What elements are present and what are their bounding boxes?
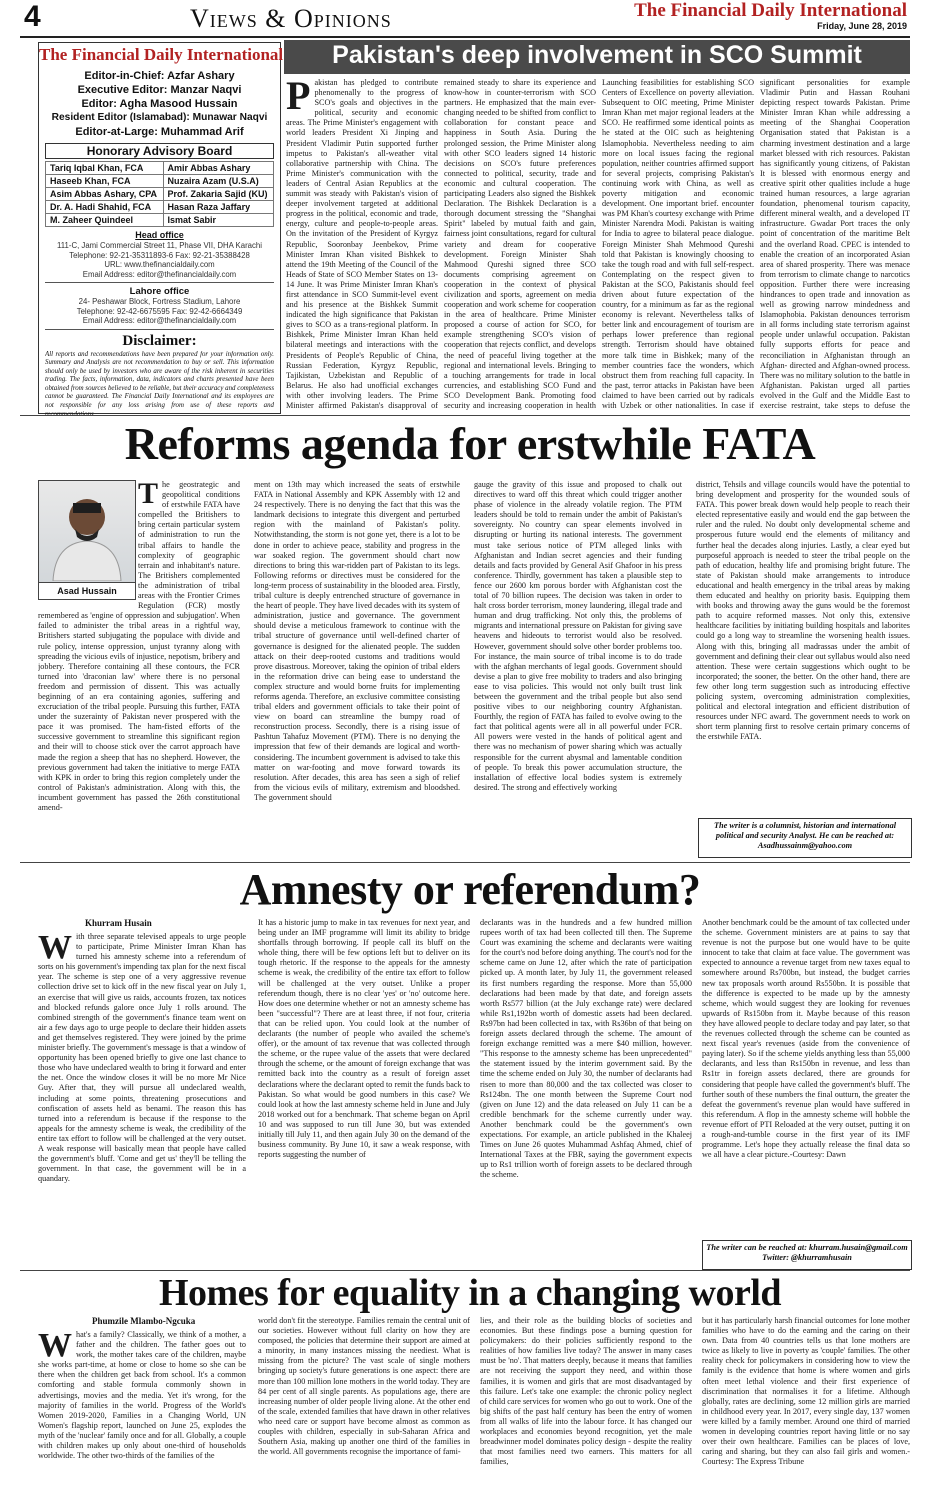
article3-author: Phumzile Mlambo-Ngcuka: [92, 1316, 196, 1326]
editorial-para: significant personalities for example Vladimir Putin and Hassan Rouhani depicting respect towards Pakistan. Prime Minister Imran Khan while addressing a meeting of the Shanghai Cooperation Organisation stated that Pakistan is a charming investment destination and a large market blessed with rich resources. Pakistan has significantly young citizens, of Pakistan It is blessed with enormous energy and creative spirit other qualities include a huge trained human resources, a large agrarian foundation, phenomenal tourism capacity, different mineral wealth, and a developed IT infrastructure. Gwadar Port traces the only point of concentration of the maritime Belt and the overland Road. CPEC is intended to enable the creation of an incorporated Asian area of shared prosperity. There was menace from terrorism to climate change to narcotics opposition. Further there were increasing hindrances to open trade and innovation as well as growing narrow mindedness and Islamophobia. Pakistan denounces terrorism in all forms including state terrorism against people under unlawful occupation. Pakistan fully supports efforts for peace and reconciliation in Afghanistan through an Afghan- directed and Afghan-owned process. There was no military solution to the battle in Afghanistan. Pakistan urged all parties evolved in the Gulf and the Middle East to exercise restraint, take steps to defuse the: [760, 78, 910, 410]
article2-headline: Amnesty or referendum?: [239, 865, 701, 914]
disclaimer-title: Disclaimer:: [122, 332, 197, 349]
article3-col-4: [702, 1316, 910, 1488]
editorial-headline-bar: [284, 40, 910, 74]
article1-para: district, Tehsils and village councils would have the potential to bring development and prosperity for the wounded souls of FATA. This power break down would help people to reach their elected representative easily and would end the gap between the ruler and the ruled. No doubt only developmental scheme and prosperous future would end the elements of militancy and further heal the decades along injuries. Lastly, a clear eyed but purposeful approach is needed to steer the tribal people on the path of education, healthy life and promising bright future. The state of Pakistan should make arrangements to introduce educational and health emergency in the tribal areas by making them educated and healthy on priority basis. Equipping them with books and throwing away the guns would be the foremost path to acquire reformed masses. Not only this, extensive healthcare facilities by initiating building hospitals and laborites could go a long way to streamline the worsening health issues. Along with this, bringing all madrassas under the ambit of government and defining their clear out syllabus would also need attention. These were certain suggestions which ought to be incorporated; the sooner, the better. On the other hand, there are few other long term suggestion such as introducing effective policing system, overcoming administration complexities, political and electoral integration and efficient distribution of resources under NFC award. The government needs to work on short term planning first to resolve certain primary concerns of the erstwhile FATA.: [696, 480, 910, 742]
article2-para: It has a historic jump to make in tax revenues for next year, and being under an IMF programme will limit its ability to bridge shortfalls through borrowing. If people call its bluff on the whole thing, there will be few options left but to deliver on its tough rhetoric. If the response to the appeals for the amnesty scheme is weak, the credibility of the entire tax effort to follow will be challenged at the very outset. Unlike a proper referendum though, there is no clear 'yes' or 'no' outcome here. How does one determine whether or not an amnesty scheme has been "successful"? There are at least three, if not four, criteria that can be relied upon. You could look at the number of declarants (the number of people who availed the scheme's offer), or the amount of tax revenue that was collected through the scheme, or the rupee value of the assets that were declared through the scheme, or the amount of foreign exchange that was remitted back into the country as a result of foreign asset declarations where the declarant opted to remit the funds back to Pakistan. So what would be good numbers in this case? We could look at how the last amnesty scheme held in June and July 2018 worked out for a benchmark. That scheme began on April 10 and was supposed to run till June 30, but was extended initially till July 11, and then again July 30 on the demand of the business community. By June 10, it saw a weak response, with reports suggesting the number of: [258, 918, 470, 1160]
lahore-office-phone: Telephone: 92-42-6675595 Fax: 92-42-6664349: [76, 306, 243, 316]
advisor: Dr. A. Hadi Shahid, FCA: [46, 201, 164, 214]
divider: [45, 329, 274, 330]
page-header: [0, 0, 945, 36]
article1-col-4: [696, 480, 910, 812]
article1-col-3: [474, 480, 682, 900]
divider: [20, 415, 910, 416]
masthead-title: The Financial Daily International: [39, 45, 284, 64]
header-rule: [20, 36, 910, 38]
editorial-para: remained steady to share its experience and know-how in counter-terrorism with SCO partners. He emphasized that the main ever-changing needed to be shifted from conflict to collaboration for constant peace and happiness in South Asia. During the prolonged session, the Prime Minister along with other SCO leaders signed 14 historic decisions on SCO's future preferences connected to political, security, trade and economic and cultural cooperation. The participating Leaders also signed the Bishkek Declaration. The Bishkek Declaration is a thorough document stressing the "Shanghai Spirit" labeled by mutual faith and gain, fairness joint consultations, regard for cultural variety and dream for cooperative development. Foreign Minister Shah Mahmood Qureshi signed three SCO documents comprising agreement on cooperation in the context of physical civilization and sports, agreement on media cooperation and work scheme for cooperation in the area of healthcare. Prime Minister proposed a course of action for SCO, for example strengthening SCO's vision of cooperation that rejects conflict, and develops the need of peaceful living together at the regional and international levels. Bringing to a touching arrangements for trade in local currencies, and establishing SCO Fund and SCO Development Bank. Promoting food security and increasing cooperation in health: [444, 78, 596, 410]
editorial-col-3: [602, 78, 754, 411]
staff-resident-editor: Resident Editor (Islamabad): Munawar Naqvi: [51, 112, 268, 123]
article2-para: Another benchmark could be the amount of tax collected under the scheme. Government ministers are at pains to say that revenue is not the purpose but one would have to be quite innocent to take that claim at face value. The government was expected to announce a revenue target from new taxes equal to somewhere around Rs700bn, but instead, the budget carries new tax proposals worth around Rs550bn. It is possible that the difference is expected to be made up by the amnesty scheme, which would suggest they are looking for revenues upwards of Rs150bn from it. Maybe because of this reason they have allowed people to declare today and pay later, so that the revenues collected through the scheme can be counted as next fiscal year's revenues (aside from the convenience of paying later). So if the scheme yields anything less than 55,000 declarants, and less than Rs150bn in revenue, and less than Rs1tr in foreign assets declared, there are grounds for considering that people have called the government's bluff. The further south of these numbers the final outturn, the greater the defeat the government's revenue plan would have suffered in this referendum. A flop in the amnesty scheme will hobble the revenue effort of PTI Reloaded at the very outset, putting it on a rough-and-tumble course in the first year of its IMF programme. Let's hope they actually release the final data so we all have a clear picture.-Courtesy: Dawn: [702, 918, 910, 1160]
article1-writer-note: The writer is a columnist, historian and international political and security Analyst. He can be reached at: Asadhussainm@yahoo.com: [698, 818, 912, 858]
article1-para: gauge the gravity of this issue and proposed to chalk out directives to ward off this threat which could trigger another phase of violence in the already volatile region. The PTM leaders should be told to remain under the ambit of Pakistan's sovereignty. No country can spear elements involved in disrupting or hurting its national interests. The government must take serious notice of PTM alleged links with Afghanistan and Indian secret agencies and their funding details and facts provided by General Asif Ghafoor in his press conference. Thirdly, government has taken a plausible step to fence our 2600 km porous border with Afghanistan cost the total of 70 billion rupees. The decision was taken in order to halt cross border terrorism, money laundering, illegal trade and human and drug trafficking. Not only this, the problems of migrants and international pressure on Pakistan for giving save heavens and hideouts to terrorist would also be resolved. However, government should solve other border problems too. For instance, the main source of tribal income is to do trade with the afghan merchants of legal goods. Government should devise a plan to give free mobility to traders and also bringing ease to visa policies. This would not only built trust link between the government and the tribal people but also send positive vibes to our neighboring country Afghanistan. Fourthly, the region of FATA has failed to evolve owing to the fact that political agents were all in all powerful under FCR. All powers were vested in the hands of political agent and there was no mechanism of power sharing which was actually responsible for the current abysmal and lamentable condition of people. To break this power accumulation structure, the installation of effective local bodies system is extremely desired. The strong and effectively working: [474, 480, 682, 792]
drop-cap: T: [138, 480, 159, 510]
article2-col-4: [702, 918, 910, 1238]
photo-spacer: [38, 480, 138, 602]
drop-cap: P: [286, 78, 311, 118]
head-office-address: 111-C, Jami Commercial Street 11, Phase VII, DHA Karachi: [57, 241, 262, 250]
head-office-label: Head office: [135, 230, 184, 240]
advisor: Amir Abbas Ashary: [163, 162, 273, 175]
article1-text: he geostrategic and geopolitical conditions of erstwhile FATA have compelled the Britishers to bring certain particular system of administration to run the tribal affairs to handle the complexity of geographic terrain and inhabitant's nature. The Britishers complemented the administration of tribal areas with the Frontier Crimes Regulation (FCR) mostly remembered as 'engine of oppression and subjugation'. When failed to administer the tribal areas in a rightful way, Britishers started subjugating the populace with divide and rule policy, intense oppression, unjust tyranny along with spreading the vicious evils of injustice, nepotism, bribery and jobbery. Therefore containing all these contours, the FCR turned into 'draconian law' where there is no personal freedom and permission of dissent. This was actually beginning of an era containing agonies, suffering and excruciation of the tribal people. Pursuing this further, FATA under the suzerainty of Pakistan never prospered with the pace it was promised. The ham-fisted efforts of the successive government to streamline this significant region and their will to choose stick over the carrot approach have made the region a sheep that has no shepherd. However, the previous government had taken the initiative to merge FATA with KPK in order to bring this region completely under the control of Pakistan's administration. Along with this, the incumbent government has passed the 26th constitutional amend-: [38, 480, 240, 812]
drop-cap: W: [38, 932, 72, 966]
disclaimer-text: All reports and recommendations have been prepared for your information only. Summary and Analysis are not recommendation to buy or sell. This information should only be used by investors who are aware of the risk inherent in securities trading. The facts, information, data, indicators and charts presented have been obtained from sources believed to be reliable, but their accuracy and completeness cannot be guaranteed. The Financial Daily International and its employees are not responsible for any loss arising from use of these reports and: [45, 350, 274, 410]
head-office-email: Email Address: editor@thefinancialdaily.com: [82, 269, 237, 279]
article3-para: but it has particularly harsh financial outcomes for lone mother families who have to do the earning and the caring on their own. Data from 40 countries tells us that lone mothers are twice as likely to live in poverty as 'couple' families. The other reality check for policymakers in considering how to view the family is the evidence that home is where women and girls often meet lethal violence and their first experience of discrimination that normalises it for a lifetime. Although globally, rates are declining, some 12 million girls are married in childhood every year. In 2017, every single day, 137 women were killed by a family member. Around one third of married women in developing countries report having little or no say over their own healthcare. Families can be places of love, caring and sharing, but they can also fail girls and women.-Courtesy: The Express Tribune: [702, 1316, 910, 1467]
article3-headline: Homes for equality in a changing world: [158, 1272, 782, 1314]
editorial-col-1: [286, 78, 438, 411]
editorial-col-2: [444, 78, 596, 411]
editorial-para: Launching feasibilities for establishing SCO Centers of Excellence on poverty alleviation. Subsequent to OIC meeting, Prime Minister Imran Khan met major regional leaders at the SCO. He reaffirmed some identical points as he stated at the OIC such as heightening Islamophobia. Nevertheless needing to aim more on local issues facing the regional population, neither countries affirmed support for several projects, comprising Pakistan's continuing work with China, as well as poverty mitigation and economic development. One important brief. encounter was PM Khan's courtesy exchange with Prime Minister Narendra Modi. Pakistan is waiting for India to agree to bilateral peace dialogue. Foreign Minister Shah Mehmood Qureshi told that Pakistan is knowingly choosing to take the tough road and with full self-respect. Contemplating on the respect given to Pakistan at the SCO, Pakistanis should feel driven about future expectation of the country, for a minimum as far as the regional economy is relevant. Nevertheless talks of better link and encouragement of tourism are perhaps lower preference than regional strength. Terrorism should have obtained more talk time in Bishkek; many of the member countries face the wonders, which obstruct them from reaching full capacity. In the past, terror attacks in Pakistan have been claimed to have been carried out by radicals with Uzbek or other nationalities. In case if: [602, 78, 754, 410]
page-number: 4: [24, 0, 41, 33]
head-office-url: URL: www.thefinancialdaily.com: [104, 260, 215, 269]
editorial-text: akistan has pledged to contribute phenomenally to the progress of SCO's goals and objectives in the political, security and economic areas. The Prime Minister's engagement with world leaders President Xi Jinping and President Vladimir Putin supported further impetus to Pakistan's all-weather vital collaborative partnership with China. The Prime Minister's communication with the leaders of Central Asian Republics at the summit was steady with Pakistan's vision of deeper involvement targeted at additional progress in the political, economic and trade, energy, culture and people-to-people areas. On the invitation of the President of Kyrgyz Republic, Sooronbay Jeenbekov, Prime Minister Imran Khan visited Bishkek to attend the 19th Meeting of the Council of the Heads of State of SCO Member States on 13-14 June. It was Prime Minister Imran Khan's first attendance in SCO Summit-level event and his presence at the Bishkek Summit indicated the high significance that Pakistan gives to SCO as a trans-regional platform. In Bishkek, Prime Minister Imran Khan held bilateral meetings and interactions with the Presidents of People's Republic of China, Russian Federation, Kyrgyz Republic, Tajikistan, Uzbekistan and Republic of Belarus. He also had unofficial exchanges with other involving leaders. The Prime Minister affirmed Pakistan's disapproval of: [286, 78, 438, 410]
drop-cap: W: [38, 1330, 72, 1364]
article2-col-1: [38, 932, 246, 1268]
article3-para: [38, 1330, 246, 1461]
editorial-headline: Pakistan's deep involvement in SCO Summit: [332, 41, 862, 69]
author-name: Asad Hussain: [39, 582, 135, 599]
lahore-office-email: Email Address: editor@thefinancialdaily.com: [82, 316, 237, 325]
article2-para: [38, 932, 246, 1184]
staff-editor-at-large: Editor-at-Large: Muhammad Arif: [75, 126, 244, 138]
article3-para: lies, and their role as the building blocks of societies and economies. But these findings pose a burning question for policymakers: do their policies sufficiently respond to the realities of how families live today? The answer in many cases must be 'no'. That matters deeply, because it means that families are not receiving the support they need, and within those families, it is women and girls that are most disadvantaged by this failure. Let's take one example: the chronic policy neglect of child care services for women who go out to work. One of the big shifts of the past half century has been the entry of women from all walks of life into the labour force. It has changed our workplaces and economies beyond recognition, yet the male breadwinner model dominates policy design - despite the reality that most families need two earners. This matters for all families,: [480, 1316, 692, 1467]
editorial-para: [286, 78, 438, 411]
article3-text: hat's a family? Classically, we think of a mother, a father and the children. The father goes out to work, the mother takes care of the children, maybe she works part-time, at home or close to home so she can be there when the children get back from school. It's a common comforting and stable formula commonly shown in advertisings, movies and the media. Yet it's wrong, for the majority of families in the world. Progress of the World's Women 2019-2020, Families in a Changing World, UN Women's flagship report, launched on June 25, explodes the myth of the 'nuclear' family once and for all. Globally, a couple with children makes up only about one-third of households worldwide. The other two-thirds of the families of the: [38, 1330, 246, 1461]
advisor: Ismat Sabir: [163, 214, 273, 227]
divider: [20, 862, 910, 863]
staff-list: [39, 69, 280, 139]
article2-text: ith three separate televised appeals to urge people to participate, Prime Minister Imran Khan has turned his amnesty scheme into a referendum of sorts on his government's impending tax plan for the next fiscal year. The scheme is step one of a very aggressive revenue collection drive set to kick off in the new fiscal year on July 1, an exercise that will give us raids, accounts frozen, tax notices and blocked refunds galore once July 1 rolls around. The combined strength of the government's finance team went on air a few days ago to urge people to declare their hidden assets and get themselves registered. They were joined by the prime minister briefly. The government's message is that a window of opportunity has been opened briefly to give one last chance to those who have undeclared wealth to bring it forward and enter the net. Once the window closes it will be no more Mr Nice Guy. After that, they will pursue all undeclared wealth, including at some points, threatening prosecutions and confiscation of assets held as benami. The reason this has turned into a referendum is because if the response to the appeals for the amnesty scheme is weak, the credibility of the entire tax effort to follow will be challenged at the very outset. A weak response will basically mean that people have called the government's bluff. 'Come and get us' they'll be telling the government. In that case, the government will be in a quandary.: [38, 932, 246, 1184]
lahore-office-label: Lahore office: [129, 286, 190, 297]
lahore-office-address: 24- Peshawar Block, Fortress Stadium, Lahore: [78, 297, 241, 306]
staff-editor-in-chief: Editor-in-Chief: Azfar Ashary: [84, 70, 235, 82]
advisor: Hasan Raza Jaffary: [163, 201, 273, 214]
header-date: Friday, June 28, 2019: [817, 21, 907, 31]
article2-writer-note: The writer can be reached at: khurram.husain@gmail.com Twitter: @khurramhusain: [702, 1240, 912, 1270]
article3-col-2: [258, 1316, 470, 1488]
editorial-col-4: [760, 78, 910, 411]
head-office-details: [39, 241, 280, 279]
article1-headline: Reforms agenda for erstwhile FATA: [124, 418, 816, 469]
advisor: Haseeb Khan, FCA: [46, 175, 164, 188]
article3-para: world don't fit the stereotype. Families remain the central unit of our societies. However without full clarity on how they are composed, the policies that determine their support are aimed at a minority, in many instances missing the neediest. What is missing from the picture? The vast scale of single mothers bringing up society's future generations is one aspect: there are more than 100 million lone mothers in the world today. They are 84 per cent of all single parents. As populations age, there are increasing number of older people living alone. At the other end of the scale, extended families that have drawn in other relatives who need care or support have become almost as common as couples with children, especially in sub-Saharan Africa and Southern Asia, making up another one third of the families in the world. All governments recognise the importance of fami-: [258, 1316, 470, 1457]
masthead-box: [38, 42, 284, 414]
section-title: Views & Opinions: [190, 4, 392, 33]
article1-col-2: [254, 480, 460, 900]
advisor: Asim Abbas Ashary, CPA: [46, 188, 164, 201]
article3-col-1: [38, 1330, 246, 1488]
advisor: Tariq Iqbal Khan, FCA: [46, 162, 164, 175]
staff-executive-editor: Executive Editor: Manzar Naqvi: [77, 84, 242, 96]
staff-editor: Editor: Agha Masood Hussain: [81, 98, 238, 110]
article2-col-2: [258, 918, 470, 1268]
advisor: Prof. Zakaria Sajid (KU): [163, 188, 273, 201]
advisor: Nuzaira Azam (U.S.A): [163, 175, 273, 188]
advisor: M. Zaheer Quindeel: [46, 214, 164, 227]
head-office-phone: Telephone: 92-21-35311893-6 Fax: 92-21-35388428: [69, 250, 250, 260]
advisory-title: Honorary Advisory Board: [45, 143, 274, 159]
advisory-table: [45, 161, 274, 227]
divider: [45, 282, 274, 283]
lahore-office-details: [39, 297, 280, 326]
article2-para: declarants was in the hundreds and a few hundred million rupees worth of tax had been collected till then. The Supreme Court was examining the scheme and declarants were waiting for the court's nod before doing anything. The court's nod for the scheme came on June 12, after which the rate of participation picked up. A month later, by July 11, the government released its first numbers regarding the response. More than 55,000 declarations had been made by that date, and foreign assets worth Rs577 billion (at the July exchange rate) were declared while Rs1,192bn worth of domestic assets had been declared. Rs97bn had been collected in tax, with Rs36bn of that being on foreign assets declared through the scheme. The amount of foreign exchange remitted was a mere $40 million, however. "This response to the amnesty scheme has been unprecedented" the statement issued by the interim government said. By the time the scheme ended on July 30, the number of declarants had risen to more than 80,000 and the tax collected was closer to Rs124bn. The one month between the Supreme Court nod (given on June 12) and the data released on July 11 can be a credible benchmark for the scheme currently under way. Another benchmark could be the government's own expectations. For example, an article published in the Khaleej Times on June 26 quotes Muhammad Ashfaq Ahmed, chief of International Taxes at the FBR, saying the government expects up to Rs1 trillion worth of foreign assets to be declared through the scheme.: [480, 918, 692, 1180]
article2-col-3: [480, 918, 692, 1268]
article2-author: Khurram Husain: [85, 918, 152, 928]
article1-para: ment on 13th may which increased the seats of erstwhile FATA in National Assembly and KPK Assembly with 12 and 24 respectively. There is no denying the fact that this was the landmark decisions to integrate this divergent and perturbed region with the mainland of Pakistan's polity. Notwithstanding, the storm is not gone yet, there is a lot to be done in order to achieve peace, stability and progress in the war soaked region. The government should chart now directions to bring this war-ridden part of Pakistan to its legs. Following reforms or directives must be considered for the long-term process of sustainability in the blooded area. Firstly, tribal culture is deeply entrenched structure of governance in the heart of people. They have lived decades with its system of administration, justice and governance. The government should devise a meticulous framework to continue with the tribal structure of governance until well-defined charter of governance is designed for the alienated people. The sudden attack on their deep-rooted customs and traditions would prove disastrous. Moreover, taking the opinion of tribal elders in the reformation drive can being ease to understand the complex structure and would borne fruits for implementing reforms agenda. Therefore, an exclusive committee consisting tribal elders and government officials to take their point of view on board can streamline the bumpy road of reconstruction process. Secondly, there is a rising issue of Pashtun Tahafuz Movement (PTM). There is no denying the impression that few of their demands are logical and worth-considering. The incumbent government is advised to take this matter on war-footing and move forward towards its resolution. After decades, this area has seen a sigh of relief from the vicious evils of military, extremism and bloodshed. The government should: [254, 480, 460, 802]
header-paper-name: The Financial Daily International: [634, 0, 907, 21]
article3-col-3: [480, 1316, 692, 1488]
article1-col-1: [38, 480, 240, 900]
